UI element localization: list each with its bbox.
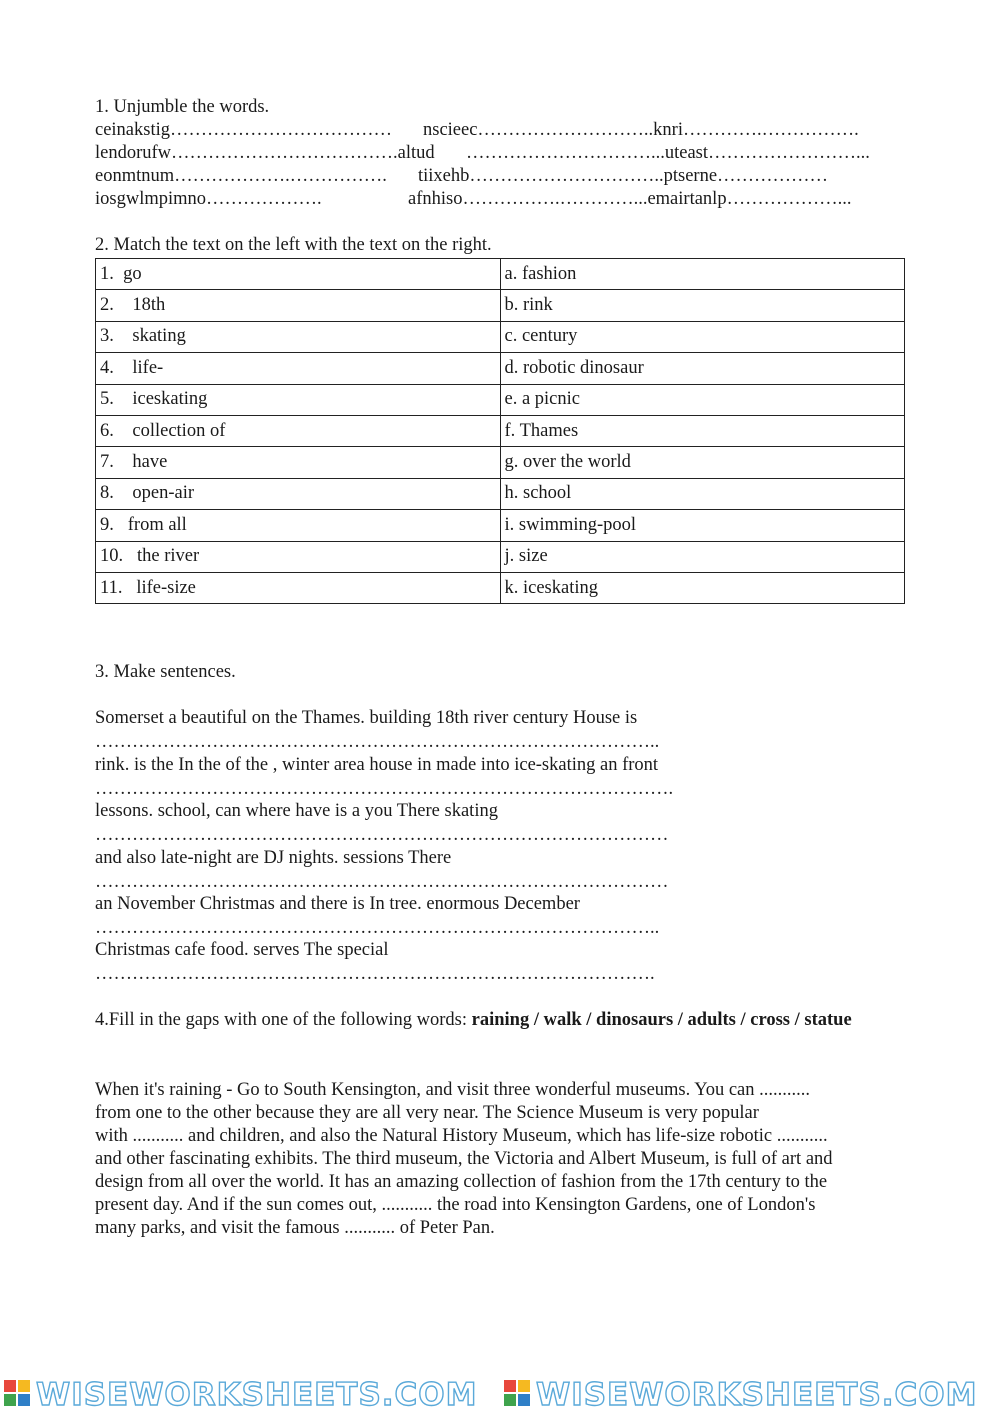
jumbled-sentence-6: Christmas cafe food. serves The special	[95, 940, 389, 960]
jumbled-sentence-2: rink. is the In the of the , winter area house in made into ice-skating an front	[95, 755, 659, 775]
match-left-8: 8. open-air	[96, 478, 501, 509]
watermark-graphic	[0, 1372, 1000, 1413]
match-right-9: i. swimming-pool	[500, 510, 905, 541]
table-row	[96, 353, 905, 384]
table-row	[96, 384, 905, 415]
passage-line-3: with ........... and children, and also the Natural History Museum, which has life-size robotic ...........	[95, 1126, 828, 1146]
unjumble-line-4b: afnhiso…………….…………...emairtanlp………………...	[408, 189, 852, 209]
unjumble-line-1a: ceinakstig………………………………	[95, 120, 397, 140]
table-row	[96, 541, 905, 572]
answer-line-5: ………………………………………………………………………………..	[95, 918, 660, 938]
match-left-5: 5. iceskating	[96, 384, 501, 415]
jumbled-sentence-5: an November Christmas and there is In tree. enormous December	[95, 894, 580, 914]
passage-line-7: many parks, and visit the famous ........... of Peter Pan.	[95, 1218, 495, 1238]
answer-line-3: …………………………………………………………………………………	[95, 825, 669, 845]
table-row	[96, 447, 905, 478]
unjumble-line-2a: lendorufw……………………………….altud	[95, 143, 435, 163]
match-left-10: 10. the river	[96, 541, 501, 572]
match-left-7: 7. have	[96, 447, 501, 478]
wise-logo-icon	[4, 1380, 30, 1406]
match-right-4: d. robotic dinosaur	[500, 353, 905, 384]
match-left-1: 1. go	[96, 259, 501, 290]
match-right-3: c. century	[500, 321, 905, 352]
passage-line-6: present day. And if the sun comes out, ........... the road into Kensington Gardens, one of London's	[95, 1195, 816, 1215]
match-right-6: f. Thames	[500, 415, 905, 446]
match-left-3: 3. skating	[96, 321, 501, 352]
passage-line-2: from one to the other because they are all very near. The Science Museum is very popular	[95, 1103, 759, 1123]
section2-title: 2. Match the text on the left with the text on the right.	[95, 235, 492, 255]
watermark-text-1: WISEWORKSHEETS.COM	[36, 1377, 478, 1413]
unjumble-line-1b: nscieec………………………..knri………….…………….	[423, 120, 859, 140]
match-left-6: 6. collection of	[96, 415, 501, 446]
answer-line-2: ………………………………………………………………………………….	[95, 779, 674, 799]
table-row	[96, 572, 905, 603]
footer-watermark	[0, 1372, 1000, 1413]
table-row	[96, 290, 905, 321]
section4-title: 4.Fill in the gaps with one of the following words:	[95, 1010, 472, 1030]
passage-line-5: design from all over the world. It has an amazing collection of fashion from the 17th century to the	[95, 1172, 828, 1192]
match-right-11: k. iceskating	[500, 572, 905, 603]
unjumble-line-3a: eonmtnum……………….…………….	[95, 166, 387, 186]
match-left-11: 11. life-size	[96, 572, 501, 603]
match-right-5: e. a picnic	[500, 384, 905, 415]
table-row	[96, 478, 905, 509]
unjumble-line-4a: iosgwlmpimno……………….	[95, 189, 322, 209]
watermark-text-2: WISEWORKSHEETS.COM	[536, 1377, 978, 1413]
match-left-2: 2. 18th	[96, 290, 501, 321]
match-right-7: g. over the world	[500, 447, 905, 478]
answer-line-6: ……………………………………………………………………………….	[95, 964, 655, 984]
passage-line-1: When it's raining - Go to South Kensington, and visit three wonderful museums. You can ...........	[95, 1080, 810, 1100]
jumbled-sentence-4: and also late-night are DJ nights. sessions There	[95, 848, 452, 868]
table-row	[96, 415, 905, 446]
section1-title: 1. Unjumble the words.	[95, 97, 270, 117]
table-row	[96, 510, 905, 541]
passage-line-4: and other fascinating exhibits. The third museum, the Victoria and Albert Museum, is full of art and	[95, 1149, 833, 1169]
wise-logo-icon	[504, 1380, 530, 1406]
table-row	[96, 321, 905, 352]
word-bank: raining / walk / dinosaurs / adults / cross / statue	[471, 1010, 852, 1030]
jumbled-sentence-3: lessons. school, can where have is a you There skating	[95, 801, 498, 821]
answer-line-4: …………………………………………………………………………………	[95, 872, 669, 892]
match-right-2: b. rink	[500, 290, 905, 321]
match-left-9: 9. from all	[96, 510, 501, 541]
match-right-8: h. school	[500, 478, 905, 509]
table-row	[96, 259, 905, 290]
section3-title: 3. Make sentences.	[95, 662, 236, 682]
unjumble-line-3b: tiixehb…………………………..ptserne………………	[418, 166, 829, 186]
unjumble-line-2b: …………………………...uteast……………………...	[466, 143, 870, 163]
match-right-10: j. size	[500, 541, 905, 572]
match-left-4: 4. life-	[96, 353, 501, 384]
jumbled-sentence-1: Somerset a beautiful on the Thames. building 18th river century House is	[95, 708, 638, 728]
match-table	[95, 258, 905, 604]
match-right-1: a. fashion	[500, 259, 905, 290]
section4-instructions	[95, 1009, 910, 1032]
answer-line-1: ………………………………………………………………………………..	[95, 732, 660, 752]
